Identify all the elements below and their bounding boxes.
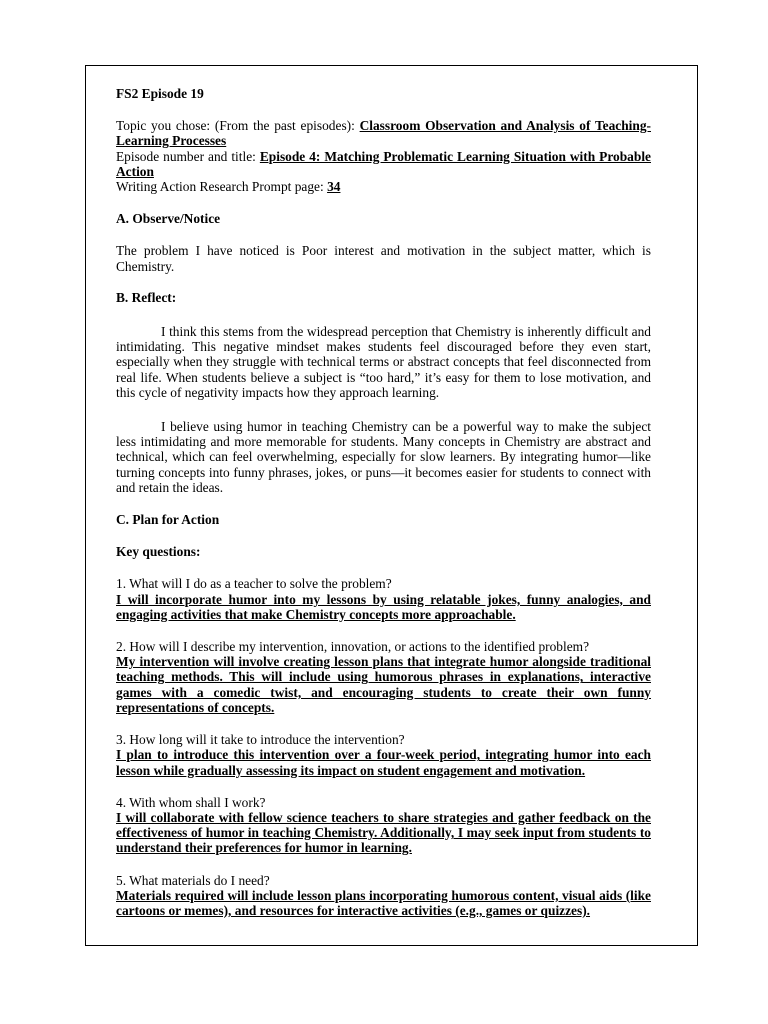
prompt-page-label: Writing Action Research Prompt page: xyxy=(116,179,328,195)
topic-line xyxy=(116,118,651,148)
section-b-paragraph-1: I think this stems from the widespread perception that Chemistry is inherently difficult and intimidating. This negative mindset makes students feel discouraged before they even start, especially when they struggle with technical terms or abstract concepts that feel disconnected from real life. When students believe a subject is “too hard,” it’s easy for them to lose motivation, and this cycle of negativity impacts how they approach learning. xyxy=(116,324,651,400)
topic-label: Topic you chose: (From the past episodes): xyxy=(116,118,360,134)
question-block xyxy=(116,639,651,715)
answer-text: Materials required will include lesson plans incorporating humorous content, visual aids (like cartoons or memes), and resources for interactive activities (e.g., games or quizzes). xyxy=(116,887,651,918)
question-block xyxy=(116,576,651,622)
question-text: 4. With whom shall I work? xyxy=(116,794,266,810)
prompt-page-value: 34 xyxy=(327,179,341,195)
section-c-heading: C. Plan for Action xyxy=(116,512,220,528)
answer-text: I will incorporate humor into my lessons by using relatable jokes, funny analogies, and engaging activities that make Chemistry concepts more approachable. xyxy=(116,591,651,622)
episode-value: Episode 4: Matching Problematic Learning Situation with Probable Action xyxy=(116,148,651,179)
document-body xyxy=(116,86,651,918)
section-b-heading: B. Reflect: xyxy=(116,289,177,305)
question-text: 2. How will I describe my intervention, innovation, or actions to the identified problem? xyxy=(116,639,590,655)
section-b-paragraph-2: I believe using humor in teaching Chemistry can be a powerful way to make the subject less intimidating and more memorable for students. Many concepts in Chemistry are abstract and technical, which can feel overwhelming, especially for slow learners. By integrating humor—like turning concepts into funny phrases, jokes, or puns—it becomes easier for students to connect with and retain the ideas. xyxy=(116,419,651,495)
prompt-page-line xyxy=(116,179,651,194)
question-text: 5. What materials do I need? xyxy=(116,872,270,888)
key-questions-label: Key questions: xyxy=(116,544,201,560)
topic-value: Classroom Observation and Analysis of Teaching-Learning Processes xyxy=(116,118,651,149)
question-block xyxy=(116,795,651,856)
question-text: 3. How long will it take to introduce the intervention? xyxy=(116,732,405,748)
document-title: FS2 Episode 19 xyxy=(116,86,204,101)
question-block xyxy=(116,732,651,778)
answer-text: My intervention will involve creating lesson plans that integrate humor alongside traditional teaching methods. This will include using humorous phrases in explanations, interactive games with a comedic twist, and encouraging students to create their own funny representations of concepts. xyxy=(116,654,651,715)
episode-line xyxy=(116,149,651,179)
section-a-text: The problem I have noticed is Poor interest and motivation in the subject matter, which is Chemistry. xyxy=(116,243,651,274)
answer-text: I plan to introduce this intervention over a four-week period, integrating humor into each lesson while gradually assessing its impact on student engagement and motivation. xyxy=(116,747,651,778)
episode-label: Episode number and title: xyxy=(116,148,260,164)
question-block xyxy=(116,873,651,919)
question-text: 1. What will I do as a teacher to solve the problem? xyxy=(116,576,392,592)
answer-text: I will collaborate with fellow science teachers to share strategies and gather feedback on the effectiveness of humor in teaching Chemistry. Additionally, I may seek input from students to understand their preferences for humor in learning. xyxy=(116,809,651,856)
section-a-heading: A. Observe/Notice xyxy=(116,211,221,227)
